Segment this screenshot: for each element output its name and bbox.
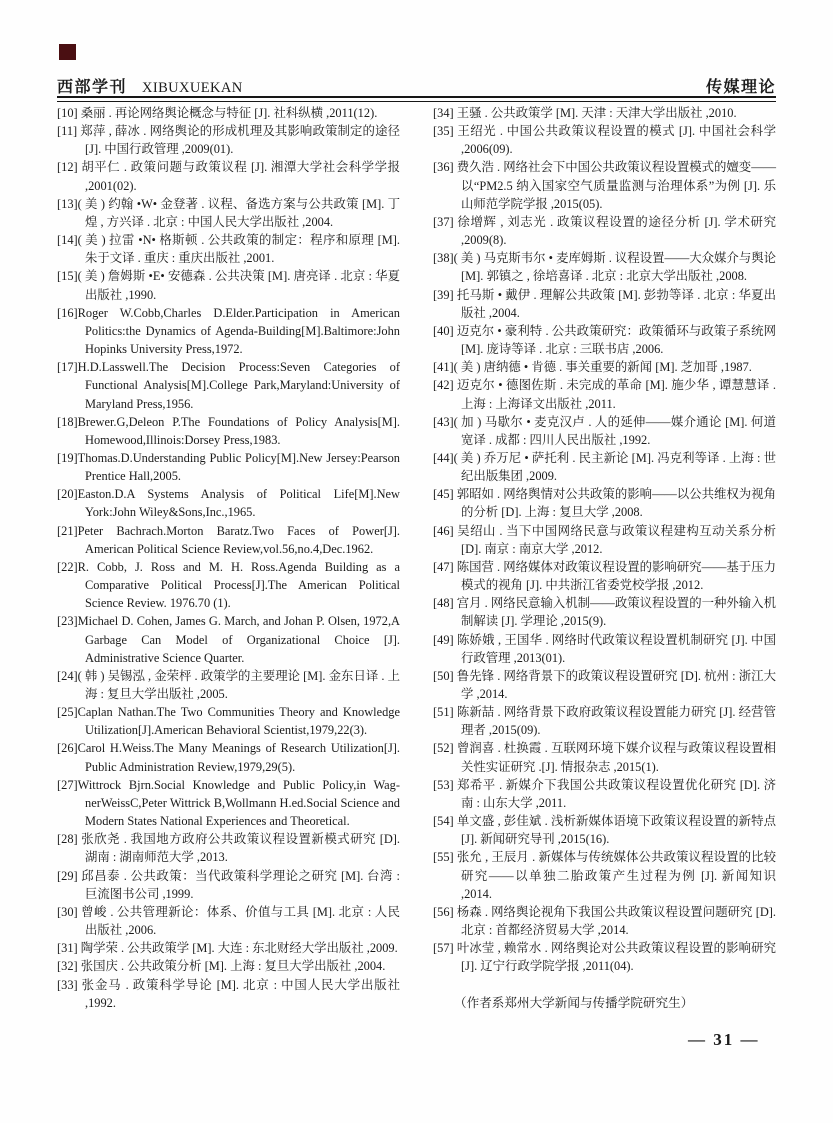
references-column-right bbox=[433, 104, 776, 1012]
reference-item: [16]Roger W.Cobb,Charles D.Elder.Participation in American Politics:the Dynamics of Agenda-Building[M].Baltimore:John Hopinks University Press,1972. bbox=[57, 305, 400, 357]
reference-item: [51] 陈新喆 . 网络背景下政府政策议程设置能力研究 [J]. 经营管理者 ,2015(09). bbox=[433, 705, 776, 738]
reference-item: [30] 曾峻 . 公共管理新论：体系、价值与工具 [M]. 北京 : 人民出版社 ,2006. bbox=[57, 904, 400, 938]
reference-item: [13]( 美 ) 约翰 •W• 金登著 . 议程、备选方案与公共政策 [M]. 丁煌 , 方兴译 . 北京 : 中国人民大学出版社 ,2004. bbox=[57, 196, 400, 229]
reference-item: [35] 王绍光 . 中国公共政策议程设置的模式 [J]. 中国社会科学 ,2006(09). bbox=[433, 124, 776, 157]
reference-item: [29] 邱昌泰 . 公共政策：当代政策科学理论之研究 [M]. 台湾 : 巨流图书公司 ,1999. bbox=[57, 868, 400, 901]
reference-item: [11] 郑萍 , 薛冰 . 网络舆论的形成机理及其影响政策制定的途径 [J]. 中国行政管理 ,2009(01). bbox=[57, 124, 400, 157]
journal-title-cn: 西部学刊 bbox=[57, 79, 128, 96]
reference-item: [32] 张国庆 . 公共政策分析 [M]. 上海 : 复旦大学出版社 ,2004. bbox=[57, 959, 386, 974]
reference-item: [24]( 韩 ) 吴锡泓 , 金荣枰 . 政策学的主要理论 [M]. 金东日译 . 上海 : 复旦大学出版社 ,2005. bbox=[57, 668, 400, 701]
reference-item: [46] 吴绍山 . 当下中国网络民意与政策议程建构互动关系分析 [D]. 南京 : 南京大学 ,2012. bbox=[433, 523, 776, 556]
reference-item: [47] 陈国营 . 网络媒体对政策议程设置的影响研究——基于压力模式的视角 [J]. 中共浙江省委党校学报 ,2012. bbox=[433, 559, 776, 593]
reference-item: [55] 张允 , 王辰月 . 新媒体与传统媒体公共政策议程设置的比较研究——以单独二胎政策产生过程为例 [J]. 新闻知识 ,2014. bbox=[433, 850, 776, 901]
reference-item: [20]Easton.D.A Systems Analysis of Political Life[M].New York:John Wiley&Sons,Inc.,1965. bbox=[57, 487, 400, 520]
reference-item: [26]Carol H.Weiss.The Many Meanings of Research Utilization[J]. Public Administration Review,1979,29(5). bbox=[57, 741, 400, 774]
reference-item: [40] 迈克尔 • 豪利特 . 公共政策研究：政策循环与政策子系统网 [M]. 庞诗等译 . 北京 : 三联书店 ,2006. bbox=[433, 323, 776, 357]
header-rule bbox=[57, 96, 776, 102]
reference-item: [48] 宫月 . 网络民意输入机制——政策议程设置的一种外输入机制解读 [J]. 学理论 ,2015(9). bbox=[433, 596, 776, 629]
reference-item: [53] 郑希平 . 新媒介下我国公共政策议程设置优化研究 [D]. 济南 : 山东大学 ,2011. bbox=[433, 777, 776, 810]
reference-item: [52] 曾润喜 . 杜换霞 . 互联网环境下媒介议程与政策议程设置相关性实证研究 .[J]. 情报杂志 ,2015(1). bbox=[433, 741, 776, 774]
reference-item: [23]Michael D. Cohen, James G. March, and Johan P. Olsen, 1972,A Garbage Can Model of Organizational Choice [J]. Administrative Science Quarter. bbox=[57, 614, 400, 665]
journal-title-pinyin: XIBUXUEKAN bbox=[142, 80, 243, 96]
reference-item: [12] 胡平仁 . 政策问题与政策议程 [J]. 湘潭大学社会科学学报 ,2001(02). bbox=[57, 160, 400, 193]
reference-item: [14]( 美 ) 拉雷 •N• 格斯顿 . 公共政策的制定：程序和原理 [M]. 朱于文译 . 重庆 : 重庆出版社 ,2001. bbox=[57, 233, 400, 266]
reference-item: [22]R. Cobb, J. Ross and M. H. Ross.Agenda Building as a Comparative Political Process[J].The American Political Science Review. 1976.70 (1). bbox=[57, 559, 400, 611]
reference-item: [36] 费久浩 . 网络社会下中国公共政策议程设置模式的嬗变——以“PM2.5 纳入国家空气质量监测与治理体系”为例 [J]. 乐山师范学院学报 ,2015(05). bbox=[433, 160, 776, 211]
reference-item: [34] 王骚 . 公共政策学 [M]. 天津 : 天津大学出版社 ,2010. bbox=[433, 106, 737, 120]
page-number: — 31 — bbox=[688, 1030, 760, 1049]
section-label: 传媒理论 bbox=[705, 79, 776, 96]
reference-item: [49] 陈娇娥 , 王国华 . 网络时代政策议程设置机制研究 [J]. 中国行政管理 ,2013(01). bbox=[433, 632, 776, 665]
reference-item: [43]( 加 ) 马歇尔 • 麦克汉卢 . 人的延伸——媒介通论 [M]. 何道宽译 . 成都 : 四川人民出版社 ,1992. bbox=[433, 414, 776, 447]
reference-item: [38]( 美 ) 马克斯韦尔 • 麦库姆斯 . 议程设置——大众媒介与舆论 [M]. 郭镇之 , 徐培喜译 . 北京 : 北京大学出版社 ,2008. bbox=[433, 251, 776, 284]
reference-item: [15]( 美 ) 詹姆斯 •E• 安德森 . 公共决策 [M]. 唐亮译 . 北京 : 华夏出版社 ,1990. bbox=[57, 269, 400, 302]
page-header bbox=[57, 74, 776, 97]
reference-item: [42] 迈克尔 • 德图佐斯 . 未完成的革命 [M]. 施少华 , 谭慧慧译 . 上海 : 上海译文出版社 ,2011. bbox=[433, 378, 776, 411]
reference-item: [56] 杨森 . 网络舆论视角下我国公共政策议程设置问题研究 [D]. 北京 : 首都经济贸易大学 ,2014. bbox=[433, 904, 776, 938]
references-right-list bbox=[433, 104, 776, 976]
reference-item: [10] 桑丽 . 再论网络舆论概念与特征 [J]. 社科纵横 ,2011(12). bbox=[57, 106, 378, 120]
reference-item: [28] 张欣尧 . 我国地方政府公共政策议程设置新模式研究 [D]. 湖南 : 湖南师范大学 ,2013. bbox=[57, 832, 400, 865]
reference-item: [50] 鲁先锋 . 网络背景下的政策议程设置研究 [D]. 杭州 : 浙江大学 ,2014. bbox=[433, 668, 776, 701]
reference-item: [33] 张金马 . 政策科学导论 [M]. 北京 : 中国人民大学出版社 ,1992. bbox=[57, 977, 400, 1010]
reference-item: [54] 单文盛 , 彭佳斌 . 浅析新媒体语境下政策议程设置的新特点 [J]. 新闻研究导刊 ,2015(16). bbox=[433, 814, 776, 847]
reference-item: [39] 托马斯 • 戴伊 . 理解公共政策 [M]. 彭勃等译 . 北京 : 华夏出版社 ,2004. bbox=[433, 287, 776, 320]
reference-item: [37] 徐增辉 , 刘志光 . 政策议程设置的途径分析 [J]. 学术研究 ,2009(8). bbox=[433, 214, 776, 248]
reference-item: [31] 陶学荣 . 公共政策学 [M]. 大连 : 东北财经大学出版社 ,2009. bbox=[57, 941, 398, 956]
corner-mark bbox=[59, 44, 76, 60]
reference-item: [19]Thomas.D.Understanding Public Policy[M].New Jersey:Pearson Prentice Hall,2005. bbox=[57, 450, 400, 484]
references-column-left bbox=[57, 104, 400, 1012]
reference-item: [57] 叶冰莹 , 赖常水 . 网络舆论对公共政策议程设置的影响研究 [J]. 辽宁行政学院学报 ,2011(04). bbox=[433, 941, 776, 974]
reference-item: [25]Caplan Nathan.The Two Communities Theory and Knowledge Utilization[J].American Behavioral Scientist,1979,22(3). bbox=[57, 705, 400, 738]
author-note: （作者系郑州大学新闻与传播学院研究生） bbox=[454, 995, 694, 1010]
references-area bbox=[57, 104, 776, 1012]
reference-item: [17]H.D.Lasswell.The Decision Process:Seven Categories of Functional Analysis[M].College Park,Maryland:University of Maryland Press,1956. bbox=[57, 360, 400, 411]
reference-item: [41]( 美 ) 唐纳德 • 肯德 . 事关重要的新闻 [M]. 芝加哥 ,1987. bbox=[433, 360, 752, 375]
reference-item: [44]( 美 ) 乔万尼 • 萨托利 . 民主新论 [M]. 冯克利等译 . 上海 : 世纪出版集团 ,2009. bbox=[433, 450, 776, 484]
reference-item: [45] 郭昭如 . 网络舆情对公共政策的影响——以公共维权为视角的分析 [D]. 上海 : 复旦大学 ,2008. bbox=[433, 487, 776, 520]
reference-item: [18]Brewer.G,Deleon P.The Foundations of Policy Analysis[M]. Homewood,Illinois:Dorsey Press,1983. bbox=[57, 414, 400, 447]
reference-item: [27]Wittrock Bjrn.Social Knowledge and Public Policy,in Wag-nerWeissC,Peter Wittrick B,Wollmann H.ed.Social Science and Modern States National Experiences and Theoretical. bbox=[57, 777, 400, 829]
reference-item: [21]Peter Bachrach.Morton Baratz.Two Faces of Power[J]. American Political Science Review,vol.56,no.4,Dec.1962. bbox=[57, 523, 400, 556]
